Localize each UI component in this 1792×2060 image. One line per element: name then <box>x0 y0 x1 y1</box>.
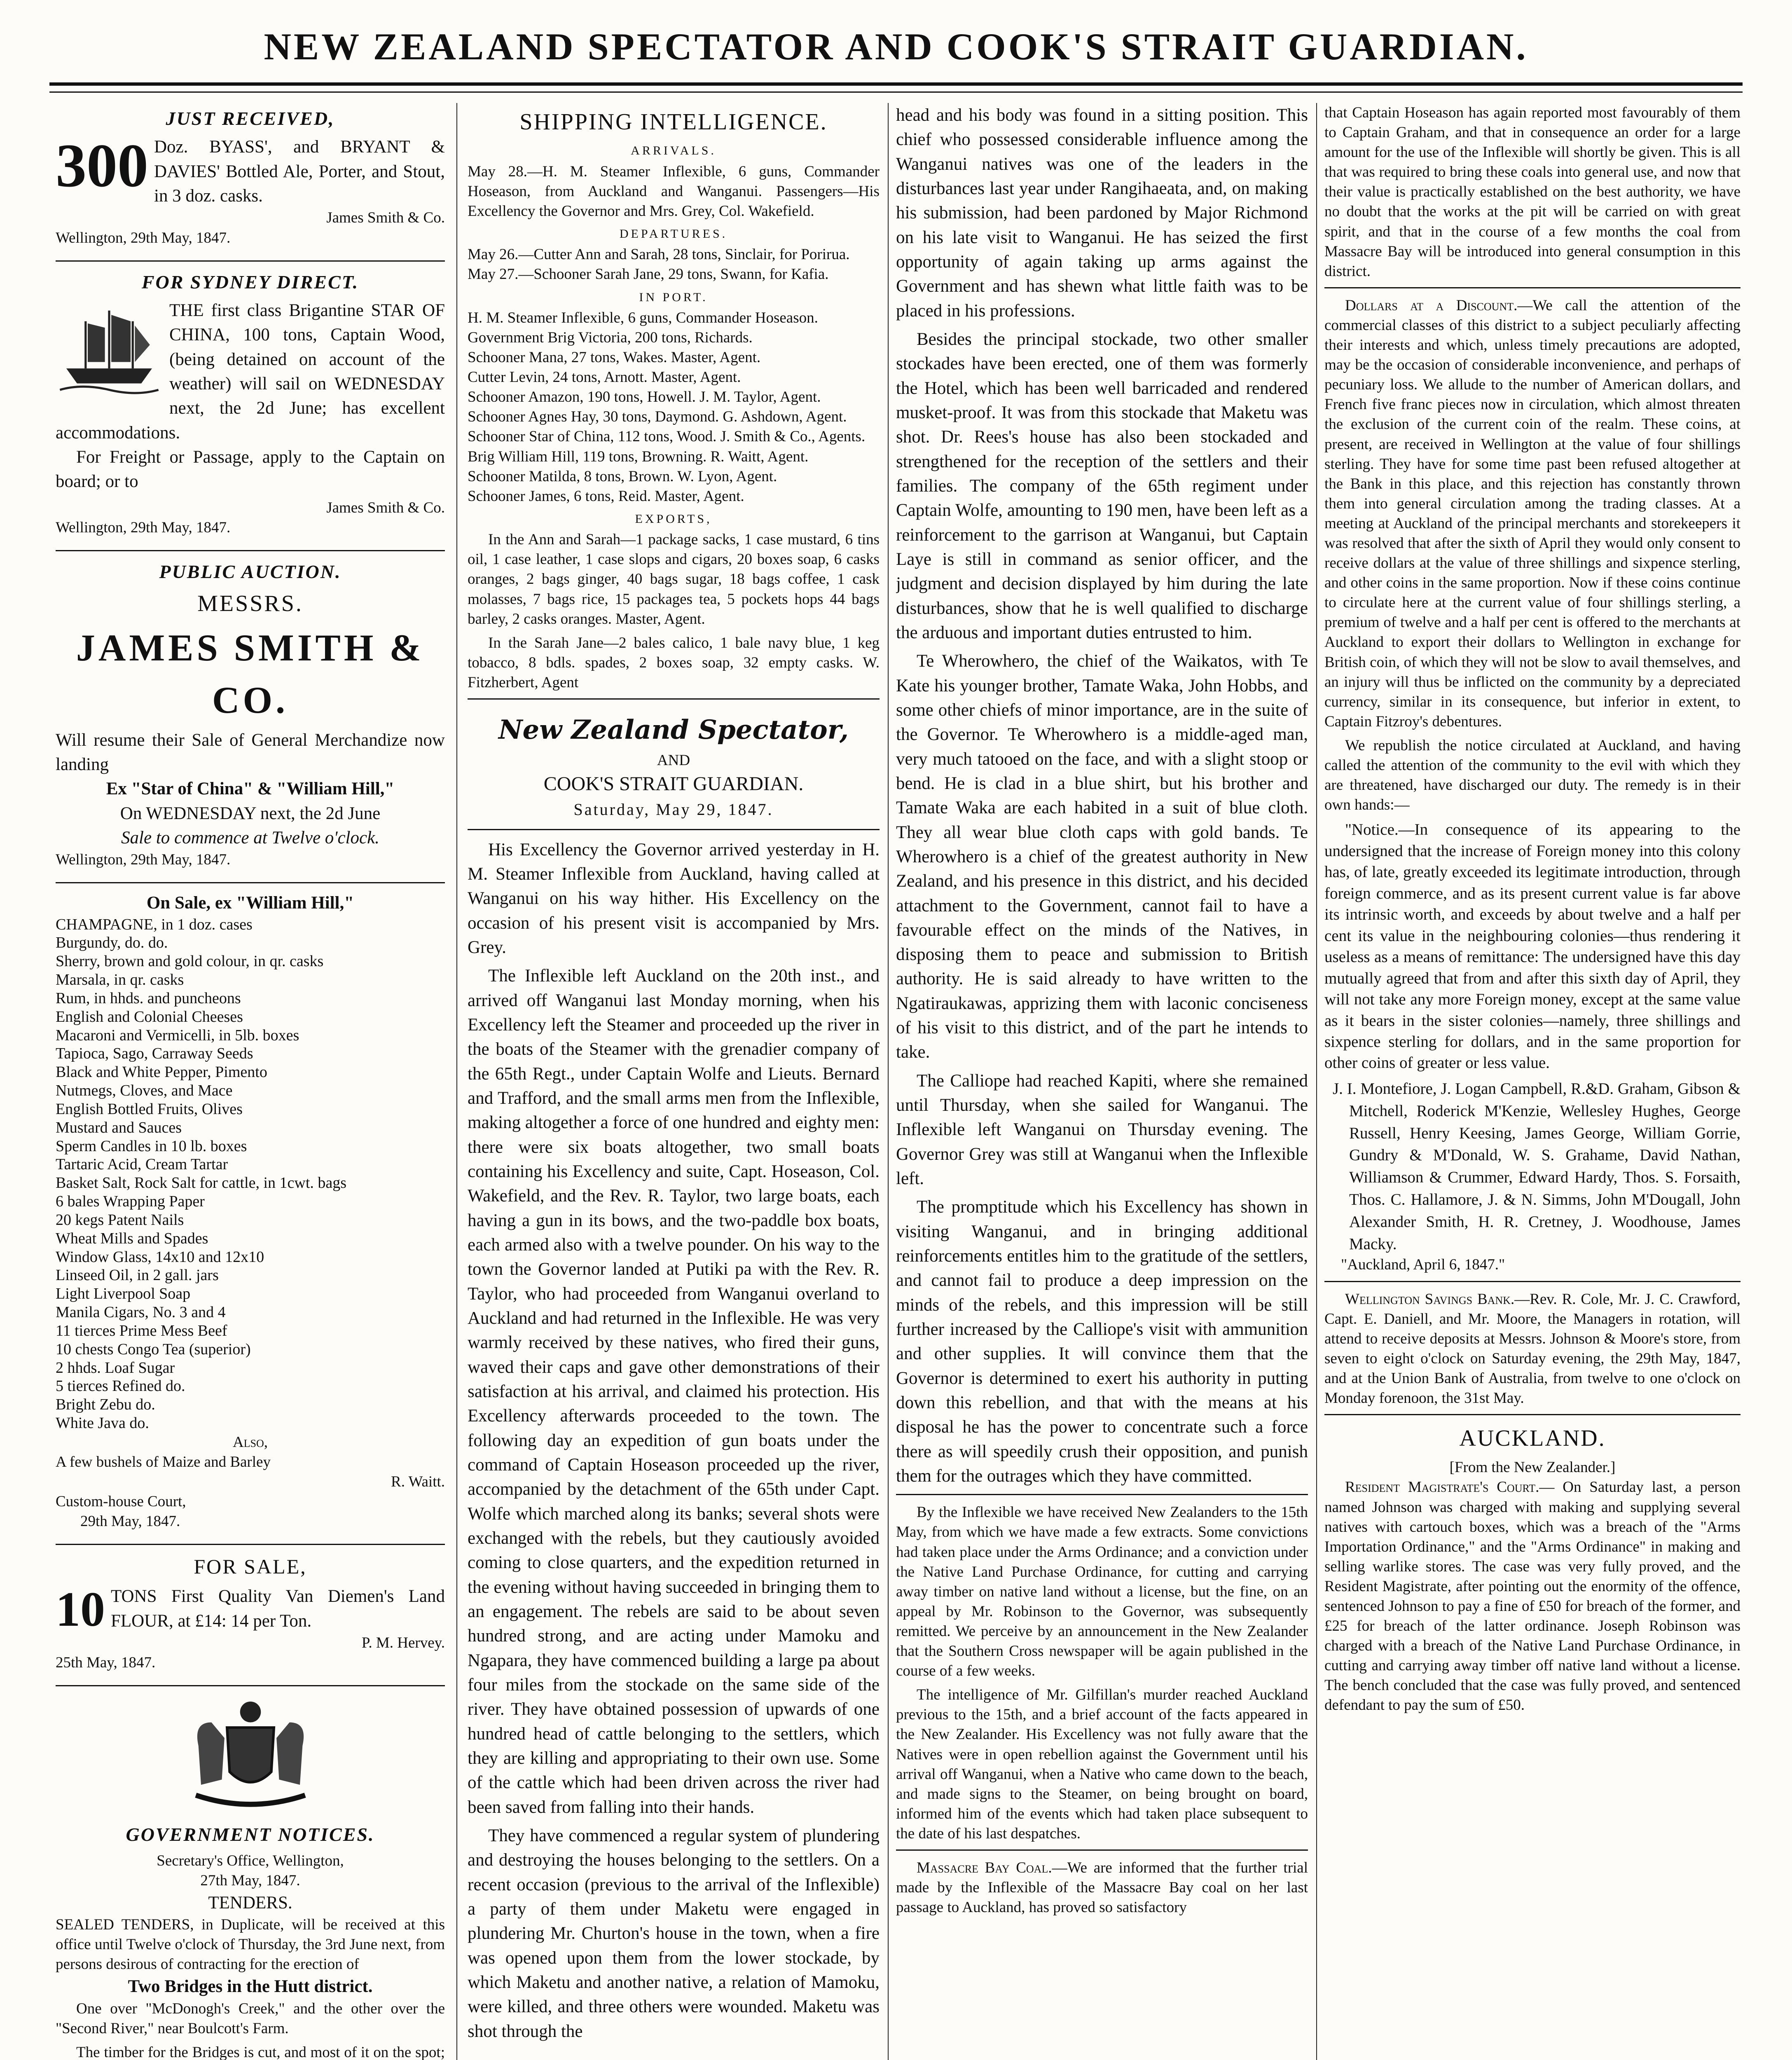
ad-date: Custom-house Court, <box>56 1493 186 1510</box>
ad-text: Doz. BYASS', and BRYANT & DAVIES' Bottled Ale, Porter, and Stout, in 3 doz. casks. <box>154 137 445 206</box>
list-item: Nutmegs, Cloves, and Mace <box>56 1082 233 1100</box>
list-item: 5 tierces Refined do. <box>56 1377 185 1395</box>
dollars-item <box>1324 296 1741 732</box>
departures-title: DEPARTURES. <box>619 227 728 241</box>
massacre-bay-coal-item <box>896 1858 1308 1917</box>
list-item: Marsala, in qr. casks <box>56 971 184 989</box>
ad-text: TONS First Quality Van Diemen's Land FLOUR, at £14: 14 per Ton. <box>111 1587 445 1631</box>
in-port-entry: Schooner Agnes Hay, 30 tons, Daymond. G. Ashdown, Agent. <box>468 408 847 426</box>
arrivals-entry: May 28.—H. M. Steamer Inflexible, 6 guns, Commander Hoseason, from Auckland and Wanganui. Passengers—His Excellency the Governor and Mrs. Grey, Col. Wakefield. <box>468 163 880 220</box>
notice-office: Secretary's Office, Wellington, <box>157 1852 344 1869</box>
exports-title: EXPORTS, <box>635 512 712 526</box>
divider <box>56 550 445 551</box>
ad-also: Also, <box>232 1433 268 1451</box>
item-lead: Dollars at a Discount. <box>1345 297 1518 314</box>
government-notices <box>56 1694 445 2060</box>
ad-heading: JUST RECEIVED, <box>166 108 335 129</box>
list-item: 10 chests Congo Tea (superior) <box>56 1340 251 1358</box>
item-text: — On Saturday last, a person named Johnson was charged with making and supplying several natives with cartouch boxes, which was a breach of the "Arms Importation Ordinance," and the "Arms Ordinance" in making and selling warlike stores. The case was very fully proved, and the Resident Magistrate, after pointing out the enormity of the offence, sentenced Johnson to pay a fine of £50 for breach of the former, and £25 for breach of the latter ordinance. Joseph Robinson was charged with a breach of the Native Land Purchase Ordinance, in cutting and carrying away timber off native land without a license. The bench concluded that the case was fully proved, and sentenced defendant to pay the sum of £50. <box>1324 1479 1741 1714</box>
divider <box>468 698 880 700</box>
list-item: Basket Salt, Rock Salt for cattle, in 1cwt. bags <box>56 1174 347 1192</box>
ad-date: Wellington, 29th May, 1847. <box>56 519 231 536</box>
in-port-entry: Schooner James, 6 tons, Reid. Master, Agent. <box>468 487 744 505</box>
in-port-entry: Schooner Matilda, 8 tons, Brown. W. Lyon, Agent. <box>468 468 777 485</box>
list-item: Window Glass, 14x10 and 12x10 <box>56 1248 264 1266</box>
column-divider <box>1316 103 1317 2060</box>
masthead-rule <box>49 82 1743 93</box>
court-item <box>1324 1477 1741 1715</box>
list-item: Sperm Candles in 10 lb. boxes <box>56 1137 247 1155</box>
shipping-title: SHIPPING INTELLIGENCE. <box>519 109 828 135</box>
column-advertisements <box>56 103 445 2060</box>
list-item: Rum, in hhds. and puncheons <box>56 989 241 1007</box>
ad-just-received <box>56 105 445 248</box>
list-item: Tapioca, Sago, Carraway Seeds <box>56 1045 253 1063</box>
ad-for-sydney <box>56 269 445 538</box>
column-news <box>896 103 1308 2060</box>
savings-bank-item <box>1324 1290 1741 1409</box>
ad-public-auction <box>56 559 445 870</box>
departures-entry: May 26.—Cutter Ann and Sarah, 28 tons, Sinclair, for Porirua. <box>468 246 850 263</box>
list-item: Macaroni and Vermicelli, in 5lb. boxes <box>56 1026 299 1044</box>
item-lead: Massacre Bay Coal. <box>917 1859 1052 1876</box>
ad-signature: R. Waitt. <box>391 1473 445 1490</box>
in-port-entry: Government Brig Victoria, 200 tons, Richards. <box>468 329 753 346</box>
ad-signature: P. M. Hervey. <box>361 1634 445 1651</box>
item-text: —Rev. R. Cole, Mr. J. C. Crawford, Capt. E. Daniell, and Mr. Moore, the Managers in rotation, will attend to receive deposits at Messrs. Johnson & Moore's store, from seven to eight o'clock on Saturday evening, the 29th May, 1847, and at the Union Bank of Australia, from twelve to one o'clock on Monday forenoon, the 31st May. <box>1324 1290 1741 1407</box>
list-item: Light Liverpool Soap <box>56 1285 191 1303</box>
list-item: 6 bales Wrapping Paper <box>56 1193 205 1210</box>
article-paragraph: The intelligence of Mr. Gilfillan's murder reached Auckland previous to the 15th, and a brief account of the facts appeared in the New Zealander. His Excellency was not fully aware that the Natives were in open rebellion against the Government until his arrival off Wanganui, when a Native who came down to the beach, and made signs to the Steamer, on being brought on board, informed him of the events which had taken place subsequent to the date of his last despatches. <box>896 1686 1308 1842</box>
divider <box>56 1685 445 1686</box>
list-item: English and Colonial Cheeses <box>56 1008 243 1025</box>
list-item: Sherry, brown and gold colour, in qr. casks <box>56 953 324 970</box>
list-item: English Bottled Fruits, Olives <box>56 1100 243 1118</box>
auction-line: On WEDNESDAY next, the 2d June <box>120 803 381 823</box>
in-port-title: IN PORT. <box>639 290 708 304</box>
ad-text: A few bushels of Maize and Barley <box>56 1453 271 1470</box>
article-paragraph: The Inflexible left Auckland on the 20th inst., and arrived off Wanganui last Monday morning, when his Excellency left the Steamer and proceeded up the river in the boats of the Steamer with the grenadier company of the 65th Regt., under Captain Wolfe and Lieuts. Bernard and Trafford, and the small arms men from the Inflexible, making altogether a force of one hundred and eighty men: there were six boats altogether, two small boats containing his Excellency and suite, Capt. Hoseason, Col. Wakefield, and the Rev. R. Taylor, two large boats, each having a gun in its bows, and the two-paddle box boats, each armed also with a twelve pounder. On his way to the town the Governor landed at Putiki pa with the Rev. R. Taylor, who had proceeded from Wanganui overland to Auckland and had returned in the Inflexible. He was very warmly received by these natives, who fired their guns, waved their caps and gave other demonstrations of their satisfaction at his arrival, and claimed his protection. His Excellency afterwards proceeded to the town. The following day an expedition of gun boats under the command of Captain Hoseason proceeded up the river, accompanied by the detachment of the 65th under Capt. Wolfe which marched along its banks; several shots were exchanged with the rebels, but they cautiously avoided coming to close quarters, and the expedition returned in the evening without having succeeded in bringing them to an engagement. The rebels are said to be about seven hundred strong, and are acting under Mamoku and Ngapara, they have commenced building a large pa about four miles from the stockade on the same side of the river. They have obtained possession of upwards of one hundred head of cattle belonging to the settlers, which they are killing and appropriating to their own use. Some of the cattle which had been driven across the river had been saved from falling into their hands. <box>468 966 880 1817</box>
paper-subtitle: COOK'S STRAIT GUARDIAN. <box>543 773 804 795</box>
column-news-2 <box>1324 103 1741 2060</box>
ad-heading: GOVERNMENT NOTICES. <box>126 1824 375 1845</box>
notice-bridges: Two Bridges in the Hutt district. <box>128 1977 373 1997</box>
ad-date: 29th May, 1847. <box>80 1513 180 1530</box>
divider <box>56 260 445 262</box>
notice-text: The timber for the Bridges is cut, and most of it on the spot; <box>76 2044 445 2060</box>
auction-line: Will resume their Sale of General Merchandize now landing <box>56 730 445 774</box>
auction-line: Ex "Star of China" & "William Hill," <box>106 779 395 799</box>
auckland-notice: "Notice.—In consequence of its appearing to the undersigned that the increase of Foreign money into this colony has, of late, greatly exceeded its legitimate introduction, through foreign commerce, and as its present current value is far above its intrinsic worth, and exceeds by about twelve and a half per cent its value in the neighbouring colonies—thus rendering it useless as a means of remittance: The undersigned have this day mutually agreed that from and after this sixth day of April, they will not take any more Foreign money, except at the same value as it bears in the sister colonies—namely, three shillings and sixpence sterling for dollars, and in the same proportion for other coins of greater or less value. <box>1324 821 1741 1072</box>
divider <box>1324 1414 1741 1415</box>
departures-entry: May 27.—Schooner Sarah Jane, 29 tons, Swann, for Kafia. <box>468 266 829 283</box>
list-item: CHAMPAGNE, in 1 doz. cases <box>56 915 253 933</box>
column-divider <box>888 103 889 2060</box>
issue-date: Saturday, May 29, 1847. <box>573 800 774 819</box>
ad-text: For Freight or Passage, apply to the Captain on board; or to <box>56 447 445 492</box>
list-item: 2 hhds. Loaf Sugar <box>56 1359 175 1376</box>
divider <box>896 1849 1308 1851</box>
list-item: Mustard and Sauces <box>56 1119 182 1136</box>
notice-text: One over "McDonogh's Creek," and the other over the "Second River," near Boulcott's Farm. <box>56 2000 445 2037</box>
auckland-title: AUCKLAND. <box>1459 1426 1606 1451</box>
arrivals-title: ARRIVALS. <box>631 144 716 158</box>
exports-entry: In the Sarah Jane—2 bales calico, 1 bale navy blue, 1 keg tobacco, 8 bdls. spades, 2 boxes soap, 32 empty casks. W. Fitzherbert, Agent <box>468 634 880 691</box>
royal-coat-of-arms-icon <box>172 1694 329 1817</box>
item-lead: Wellington Savings Bank. <box>1345 1290 1515 1308</box>
item-text: —We are informed that the further trial made by the Inflexible of the Massacre Bay coal on her last passage to Auckland, has proved so satisfactory <box>896 1859 1308 1916</box>
in-port-entry: Schooner Mana, 27 tons, Wakes. Master, Agent. <box>468 349 761 366</box>
masthead: NEW ZEALAND SPECTATOR AND COOK'S STRAIT GUARDIAN. <box>264 26 1528 68</box>
divider <box>1324 287 1741 288</box>
list-item: 20 kegs Patent Nails <box>56 1211 184 1229</box>
ad-quantity: 10 <box>56 1582 105 1637</box>
article-paragraph: By the Inflexible we have received New Zealanders to the 15th May, from which we have made a few extracts. Some convictions had taken place under the Arms Ordinance; and a conviction under the Native Land Purchase Ordinance, for cutting and carrying away timber on native land without a license, but the fine, on an appeal by Mr. Robinson to the Governor, was subsequently remitted. We perceive by an announcement in the New Zealander that the Southern Cross newspaper will be again published in the course of a few weeks. <box>896 1504 1308 1680</box>
ad-heading: FOR SYDNEY DIRECT. <box>141 271 359 293</box>
divider <box>468 829 880 830</box>
ad-signature: James Smith & Co. <box>326 209 445 227</box>
item-lead: Resident Magistrate's Court. <box>1345 1479 1539 1496</box>
article-paragraph: We republish the notice circulated at Auckland, and having called the attention of the community to the evil with which they are threatened, have discharged our duty. The remedy is in their own hands:— <box>1324 737 1741 814</box>
article-paragraph: head and his body was found in a sitting position. This chief who possessed considerable influence among the Wanganui natives was one of the leaders in the disturbances last year under Rangihaeata, and, on making his submission, had been pardoned by Major Richmond on his late visit to Wanganui. He has seized the first opportunity of again taking up arms against the Government and has shewn what little faith was to be placed in his professions. <box>896 105 1308 321</box>
goods-list <box>56 915 445 1433</box>
list-item: Linseed Oil, in 2 gall. jars <box>56 1266 219 1284</box>
list-item: Black and White Pepper, Pimento <box>56 1063 267 1081</box>
article-paragraph: Te Wherowhero, the chief of the Waikatos, with Te Kate his younger brother, Tamate Waka, John Hobbs, and some other chiefs of minor importance, are in the suite of the Governor. Te Wherowhero is a middle-aged man, very much tatooed on the face, and with a slight stoop or bend. He is clad in a blue shirt, but his brother and Tamate Waka are each habited in a suit of blue cloth. They all wear blue cloth caps with gold bands. Te Wherowhero is a chief of the greatest authority in New Zealand, and his presence in this district, and his decided attachment to the Government, cannot fail to have a favourable effect on the minds of the Natives, in disposing them to peace and submission to British authority. He is said already to have written to the Ngatiraukawas, apprizing them with laconic conciseness of his visit to this district, and of the part he intends to take. <box>896 651 1308 1062</box>
ad-date: Wellington, 29th May, 1847. <box>56 851 231 868</box>
ad-heading: FOR SALE, <box>194 1555 307 1578</box>
article-paragraph: His Excellency the Governor arrived yesterday in H. M. Steamer Inflexible from Auckland, having called at Wanganui on his way hither. His Excellency on the occasion of his present visit is accompanied by Mrs. Grey. <box>468 840 880 957</box>
paper-title-and: AND <box>657 752 690 769</box>
column-divider <box>456 103 457 2060</box>
ad-on-sale <box>56 891 445 1531</box>
list-item: Wheat Mills and Spades <box>56 1229 208 1247</box>
ad-text: THE first class Brigantine STAR OF CHINA, 100 tons, Captain Wood, (being detained on account of the weather) will sail on WEDNESDAY next, the 2d June; has excellent accommodations. <box>56 301 445 442</box>
divider <box>896 1494 1308 1495</box>
list-item: Manila Cigars, No. 3 and 4 <box>56 1304 226 1321</box>
list-item: Burgundy, do. do. <box>56 934 168 952</box>
ad-date: Wellington, 29th May, 1847. <box>56 229 231 246</box>
auction-line: Sale to commence at Twelve o'clock. <box>121 828 379 847</box>
ad-for-sale-flour <box>56 1552 445 1673</box>
article-paragraph: Besides the principal stockade, two other smaller stockades have been erected, one of them was formerly the Hotel, which has been well barricaded and rendered musket-proof. It was from this stockade that Maketu was shot. Dr. Rees's house has also been stockaded and strengthened for the reception of the settlers and their families. The company of the 65th regiment under Captain Wolfe, amounting to 190 men, have been left as a reinforcement to the garrison at Wanganui, but Captain Laye is still in command as senior officer, and the judgment and decision displayed by him during the late disturbances, show that he is well qualified to discharge the arduous and important duties entrusted to him. <box>896 329 1308 642</box>
list-item: Tartaric Acid, Cream Tartar <box>56 1156 228 1173</box>
in-port-entry: H. M. Steamer Inflexible, 6 guns, Commander Hoseason. <box>468 309 818 326</box>
item-text: —We call the attention of the commercial classes of this district to a subject peculiarly affecting their interests and which, unless timely precautions are adopted, may be the occasion of considerable inconvenience, and perhaps of pecuniary loss. We allude to the number of American dollars, and French five franc pieces now in circulation, which almost threaten the exclusion of the current coin of the realm. These coins, at present, are received in Wellington at the value of four shillings sterling. They have for some time past been refused altogether at the Bank in this place, and this rejection has constantly thrown them into general circulation among the trading classes. At a meeting at Auckland of the principal merchants and storekeepers it was resolved that after the sixth of April they would only consent to receive dollars at the value of three shillings and sixpence sterling, and other coins in the same proportion. Now if these coins continue to circulate here at the current value of four shillings sterling, a premium of twelve and a half per cent is offered to the merchants at Auckland to export their dollars to Wellington in exchange for British coin, of which they will not be slow to avail themselves, and an injury will thus be inflicted on the community by a depreciated currency, similar in its consequence, but inferior in extent, to Captain Fitzroy's debentures. <box>1324 297 1741 730</box>
sailing-ship-icon <box>56 301 163 400</box>
source-note: [From the New Zealander.] <box>1449 1459 1616 1476</box>
notice-signatories: J. I. Montefiore, J. Logan Campbell, R.&D. Graham, Gibson & Mitchell, Roderick M'Kenzie, Wellesley Hughes, George Russell, Henry Keesing, James George, William Gorrie, Gundry & M'Donald, W. S. Grahame, David Nathan, Williamson & Crummer, Edward Hardy, Thos. S. Forsaith, Thos. C. Hallamore, J. & N. Simms, John M'Dougall, John Alexander Smith, H. R. Cretney, J. Woodhouse, James Macky. <box>1333 1079 1741 1253</box>
article-paragraph: The promptitude which his Excellency has shown in visiting Wanganui, and in bringing additional reinforcements entitles him to the gratitude of the settlers, and cannot fail to produce a deep impression on the minds of the rebels, and this impression will be still further increased by the Calliope's visit with ammunition and other supplies. It will convince them that the Governor is determined to exert his authority in putting down this rebellion, and that with the means at his disposal he has the power to concentrate such a force there as will speedily crush their opposition, and punish them for the outrages which they have committed. <box>896 1197 1308 1486</box>
divider <box>1324 1281 1741 1282</box>
list-item: Bright Zebu do. <box>56 1396 155 1414</box>
notice-date: 27th May, 1847. <box>200 1872 300 1889</box>
list-item: 11 tierces Prime Mess Beef <box>56 1322 227 1339</box>
notice-text: SEALED TENDERS, in Duplicate, will be received at this office until Twelve o'clock of Thursday, the 3rd June next, from persons desirous of contracting for the erection of <box>56 1916 445 1973</box>
paper-title: New Zealand Spectator, <box>498 714 849 745</box>
in-port-entry: Brig William Hill, 119 tons, Browning. R. Waitt, Agent. <box>468 448 809 465</box>
divider <box>56 1544 445 1545</box>
auction-messrs: MESSRS. <box>197 591 303 617</box>
in-port-entry: Cutter Levin, 24 tons, Arnott. Master, Agent. <box>468 369 741 386</box>
article-paragraph: The Calliope had reached Kapiti, where she remained until Thursday, when she sailed for Wanganui. The Inflexible left Wanganui on Thursday evening. The Governor Grey was still at Wanganui when the Inflexible left. <box>896 1071 1308 1189</box>
ad-heading: PUBLIC AUCTION. <box>159 561 342 582</box>
column-shipping-and-leader <box>468 103 880 2060</box>
in-port-entry: Schooner Amazon, 190 tons, Howell. J. M. Taylor, Agent. <box>468 389 821 406</box>
divider <box>56 882 445 883</box>
in-port-entry: Schooner Star of China, 112 tons, Wood. J. Smith & Co., Agents. <box>468 428 866 445</box>
notice-date: "Auckland, April 6, 1847." <box>1341 1256 1505 1273</box>
article-paragraph: that Captain Hoseason has again reported most favourably of them to Captain Graham, and that in consequence an order for a large amount for the use of the Inflexible will shortly be given. This is all that was required to bring these coals into general use, and now that their value is practically established on the best authority, we have no doubt that the works at the pit will be carried on with great spirit, and that in the course of a few months the coal from Massacre Bay will be introduced into general consumption in this district. <box>1324 104 1741 280</box>
ad-date: 25th May, 1847. <box>56 1654 156 1671</box>
ad-signature: James Smith & Co. <box>326 499 445 516</box>
auction-firm-name: JAMES SMITH & CO. <box>76 626 425 721</box>
notice-tenders-title: TENDERS. <box>208 1893 292 1913</box>
exports-entry: In the Ann and Sarah—1 package sacks, 1 case mustard, 6 tins oil, 1 case leather, 1 case slops and cigars, 20 boxes soap, 6 casks oranges, 2 bags ginger, 40 bags sugar, 18 bags coffee, 1 cask molasses, 7 bags rice, 15 packages tea, 5 pockets hops 44 bags barley, 2 casks oranges. Master, Agent. <box>468 531 880 627</box>
article-paragraph: They have commenced a regular system of plundering and destroying the houses belonging to the settlers. On a recent occasion (previous to the arrival of the Inflexible) a party of them under Maketu were engaged in plundering Mr. Churton's house in the town, when a fire was opened upon them from the lower stockade, by which Maketu and another native, a relation of Mamoku, were killed, and three others were wounded. Maketu was shot through the <box>468 1826 880 2041</box>
ad-quantity: 300 <box>56 131 148 200</box>
ad-heading: On Sale, ex "William Hill," <box>146 893 354 913</box>
list-item: White Java do. <box>56 1414 149 1432</box>
